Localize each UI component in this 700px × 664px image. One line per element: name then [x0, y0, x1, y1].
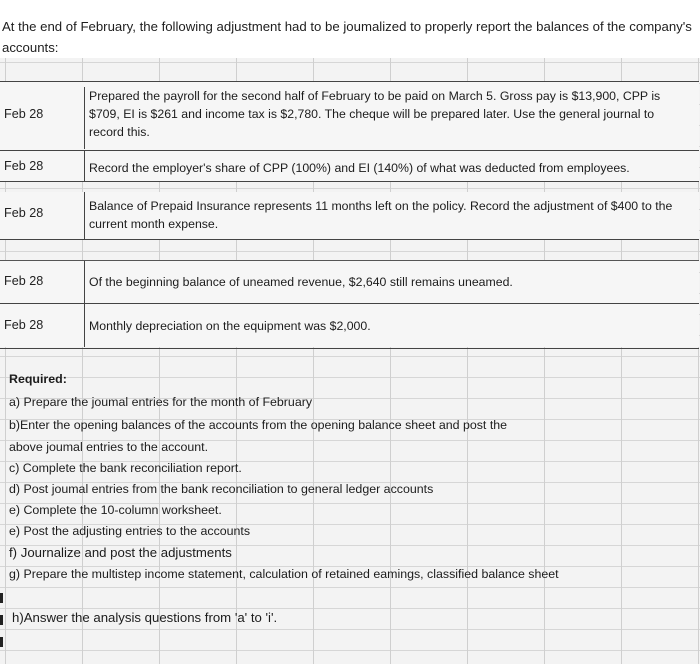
entry-date: Feb 28: [4, 274, 44, 288]
table-row: [0, 82, 699, 151]
required-item: d) Post joumal entries from the bank reconciliation to general ledger accounts: [9, 482, 434, 496]
table-row: [0, 240, 699, 261]
entry-date: Feb 28: [4, 159, 44, 173]
edge-mark: [0, 615, 3, 625]
table-row: [0, 192, 699, 240]
table-row: [0, 151, 699, 182]
entry-date: Feb 28: [4, 318, 44, 332]
entry-date: Feb 28: [4, 107, 44, 121]
required-item: a) Prepare the joumal entries for the month of February: [9, 395, 313, 409]
adjustments-table: [0, 81, 699, 349]
required-item: c) Complete the bank reconciliation report.: [9, 461, 242, 475]
entry-description: Prepared the payroll for the second half of February to be paid on March 5. Gross pay is $13,900, CPP is $709, EI is $261 and income tax is $2,780. The cheque will be prepared later. Use the general journal to record this.: [84, 87, 685, 149]
edge-mark: [0, 593, 3, 603]
required-item: e) Complete the 10-column worksheet.: [9, 503, 222, 517]
edge-mark: [0, 637, 3, 647]
required-item: f) Journalize and post the adjustments: [9, 545, 232, 560]
table-row: [0, 261, 699, 304]
entry-description: Of the beginning balance of uneamed revenue, $2,640 still remains uneamed.: [84, 261, 685, 303]
entry-description: Record the employer's share of CPP (100%) and EI (140%) of what was deducted from employees.: [84, 151, 685, 181]
entry-date: Feb 28: [4, 206, 44, 220]
required-title: Required:: [9, 372, 67, 386]
table-row: [0, 304, 699, 347]
required-item: h)Answer the analysis questions from 'a' to 'i'.: [12, 610, 278, 625]
required-item: g) Prepare the multistep income statement, calculation of retained eamings, classified balance sheet: [9, 567, 559, 581]
required-item: e) Post the adjusting entries to the accounts: [9, 524, 251, 538]
entry-description: Balance of Prepaid Insurance represents 11 months left on the policy. Record the adjustment of $400 to the current month expense.: [84, 192, 685, 239]
required-item: above joumal entries to the account.: [9, 440, 209, 454]
intro-text: At the end of February, the following adjustment had to be joumalized to properly report the balances of the company's accounts:: [2, 19, 692, 55]
entry-description: Monthly depreciation on the equipment was $2,000.: [84, 304, 685, 347]
required-item: b)Enter the opening balances of the accounts from the opening balance sheet and post the: [9, 418, 508, 432]
